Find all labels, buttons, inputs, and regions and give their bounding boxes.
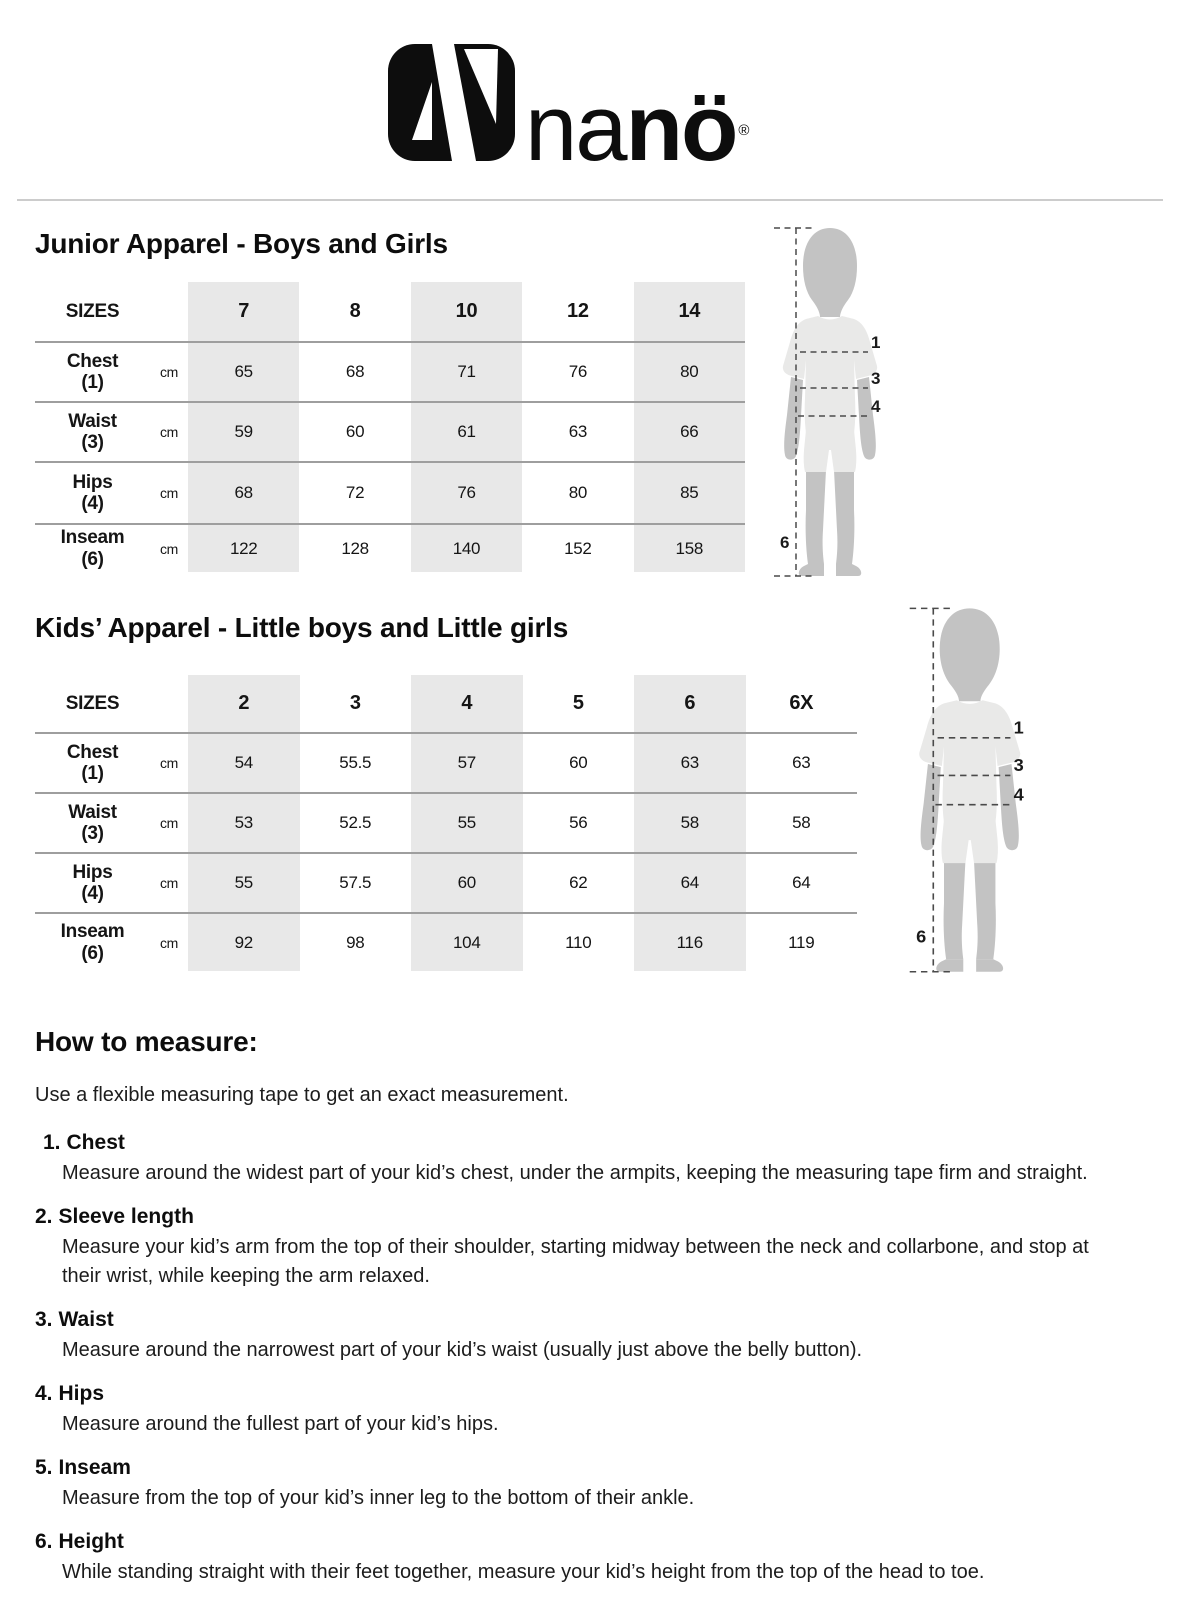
value-cell: 65 bbox=[188, 342, 299, 402]
step-description: While standing straight with their feet together, measure your kid’s height from the top of the head to toe. bbox=[62, 1561, 985, 1583]
size-column-header: 3 bbox=[349, 692, 361, 714]
value-cell: 119 bbox=[746, 913, 858, 971]
row-label: Chest bbox=[66, 350, 119, 372]
value-cell: 56 bbox=[523, 793, 635, 853]
step-title: Hips bbox=[58, 1382, 105, 1405]
unit-cell: cm bbox=[150, 853, 188, 913]
shorts-shape bbox=[942, 819, 998, 863]
value-cell: 92 bbox=[188, 913, 300, 971]
unit-cell: cm bbox=[150, 462, 188, 524]
row-ref: (3) bbox=[81, 823, 104, 844]
chest-line-label: 1 bbox=[871, 333, 881, 352]
height-line-label: 6 bbox=[780, 533, 790, 552]
step-title: Sleeve length bbox=[58, 1205, 194, 1228]
value-cell: 57 bbox=[411, 733, 523, 793]
value-cell: 62 bbox=[523, 853, 635, 913]
row-ref: (4) bbox=[81, 493, 104, 514]
step-description: Measure around the fullest part of your kid’s hips. bbox=[62, 1413, 499, 1435]
how-to-measure-intro: Use a flexible measuring tape to get an exact measurement. bbox=[35, 1084, 569, 1106]
row-label: Hips bbox=[72, 471, 113, 493]
row-label: Hips bbox=[72, 861, 113, 883]
waist-line-label: 3 bbox=[1013, 755, 1024, 776]
table-row bbox=[35, 342, 745, 402]
size-column-header: 7 bbox=[188, 282, 299, 342]
sizes-header: SIZES bbox=[65, 300, 120, 322]
header-divider bbox=[17, 199, 1163, 201]
table-row bbox=[35, 793, 857, 853]
value-cell: 53 bbox=[188, 793, 300, 853]
value-cell: 158 bbox=[634, 524, 745, 572]
value-cell: 72 bbox=[299, 462, 410, 524]
size-column-header: 8 bbox=[349, 300, 361, 322]
size-column-header: 10 bbox=[411, 282, 522, 342]
value-cell: 63 bbox=[634, 733, 746, 793]
row-ref: (4) bbox=[81, 883, 104, 904]
value-cell: 63 bbox=[746, 733, 858, 793]
value-cell: 76 bbox=[522, 342, 633, 402]
left-leg-shape bbox=[806, 470, 826, 564]
value-cell: 61 bbox=[411, 402, 522, 462]
value-cell: 60 bbox=[299, 402, 410, 462]
value-cell: 55.5 bbox=[300, 733, 412, 793]
how-to-measure-title: How to measure: bbox=[35, 1026, 258, 1057]
sizes-header: SIZES bbox=[65, 692, 120, 714]
size-column-header: 5 bbox=[572, 692, 584, 714]
step-description: Measure around the widest part of your kid’s chest, under the armpits, keeping the measuring tape firm and straight. bbox=[62, 1162, 1088, 1184]
step-number: 6. bbox=[35, 1530, 53, 1553]
right-leg-shape bbox=[974, 861, 996, 959]
value-cell: 128 bbox=[299, 524, 410, 572]
logo-text-light: na bbox=[525, 75, 626, 180]
table-header-row bbox=[35, 675, 857, 733]
size-column-header: 6 bbox=[634, 675, 746, 733]
step-number: 2. bbox=[35, 1205, 53, 1228]
value-cell: 68 bbox=[188, 462, 299, 524]
table-header-row bbox=[35, 282, 745, 342]
registered-mark: ® bbox=[738, 122, 750, 139]
step-number: 5. bbox=[35, 1456, 53, 1479]
right-foot-shape bbox=[976, 959, 1003, 972]
value-cell: 58 bbox=[634, 793, 746, 853]
table-row bbox=[35, 853, 857, 913]
right-leg-shape bbox=[834, 470, 854, 564]
table-row bbox=[35, 402, 745, 462]
row-label: Waist bbox=[68, 410, 117, 432]
right-arm-shape bbox=[999, 764, 1019, 850]
value-cell: 54 bbox=[188, 733, 300, 793]
unit-cell: cm bbox=[150, 524, 188, 572]
table-row bbox=[35, 913, 857, 971]
value-cell: 57.5 bbox=[300, 853, 412, 913]
left-leg-shape bbox=[944, 861, 966, 959]
left-arm-shape bbox=[921, 764, 941, 850]
size-column-header: 14 bbox=[634, 282, 745, 342]
value-cell: 98 bbox=[300, 913, 412, 971]
value-cell: 58 bbox=[746, 793, 858, 853]
left-arm-shape bbox=[784, 377, 803, 460]
row-ref: (1) bbox=[81, 372, 104, 393]
step-title: Waist bbox=[58, 1308, 114, 1331]
row-ref: (3) bbox=[81, 432, 104, 453]
left-foot-shape bbox=[799, 564, 824, 576]
unit-cell: cm bbox=[150, 733, 188, 793]
value-cell: 64 bbox=[634, 853, 746, 913]
head-shape bbox=[803, 228, 857, 317]
step-title: Chest bbox=[66, 1131, 125, 1154]
value-cell: 59 bbox=[188, 402, 299, 462]
table-row bbox=[35, 733, 857, 793]
row-ref: (6) bbox=[81, 548, 104, 570]
value-cell: 152 bbox=[522, 524, 633, 572]
measure-step bbox=[35, 1205, 1120, 1291]
table-row bbox=[35, 462, 745, 524]
step-description: Measure your kid’s arm from the top of their shoulder, starting midway between the neck and collarbone, and stop at their wrist, while keeping the arm relaxed. bbox=[62, 1236, 1089, 1287]
size-column-header: 12 bbox=[567, 300, 589, 322]
value-cell: 140 bbox=[411, 524, 522, 572]
hips-line-label: 4 bbox=[1013, 784, 1024, 805]
value-cell: 55 bbox=[411, 793, 523, 853]
value-cell: 68 bbox=[299, 342, 410, 402]
junior-size-table bbox=[35, 282, 745, 572]
kids-size-table bbox=[35, 675, 857, 971]
step-number: 1. bbox=[43, 1131, 61, 1154]
step-title: Height bbox=[58, 1530, 124, 1553]
nano-logo-icon bbox=[388, 44, 515, 161]
child-silhouette-svg bbox=[750, 220, 890, 582]
junior-measure-figure bbox=[750, 220, 890, 582]
child-silhouette-svg bbox=[884, 600, 1034, 978]
head-shape bbox=[940, 608, 1000, 701]
row-ref: (1) bbox=[81, 763, 104, 784]
measure-step bbox=[35, 1530, 1120, 1587]
size-column-header: 2 bbox=[188, 675, 300, 733]
value-cell: 122 bbox=[188, 524, 299, 572]
left-foot-shape bbox=[936, 959, 963, 972]
table-row bbox=[35, 524, 745, 572]
step-number: 3. bbox=[35, 1308, 53, 1331]
row-ref: (6) bbox=[81, 942, 104, 964]
value-cell: 80 bbox=[634, 342, 745, 402]
shorts-shape bbox=[804, 430, 857, 472]
how-to-measure-section bbox=[35, 1026, 1120, 1604]
value-cell: 80 bbox=[522, 462, 633, 524]
measure-step bbox=[35, 1131, 1120, 1188]
value-cell: 63 bbox=[522, 402, 633, 462]
logo-text-bold: nö bbox=[625, 75, 737, 180]
value-cell: 110 bbox=[523, 913, 635, 971]
hips-line-label: 4 bbox=[871, 397, 881, 416]
kids-section-title: Kids’ Apparel - Little boys and Little girls bbox=[35, 612, 569, 643]
value-cell: 60 bbox=[523, 733, 635, 793]
unit-cell: cm bbox=[150, 402, 188, 462]
value-cell: 104 bbox=[411, 913, 523, 971]
value-cell: 116 bbox=[634, 913, 746, 971]
value-cell: 71 bbox=[411, 342, 522, 402]
row-label: Inseam bbox=[60, 527, 125, 549]
value-cell: 55 bbox=[188, 853, 300, 913]
size-column-header: 4 bbox=[411, 675, 523, 733]
measure-steps-list bbox=[35, 1131, 1120, 1587]
height-line-label: 6 bbox=[916, 926, 927, 947]
value-cell: 60 bbox=[411, 853, 523, 913]
unit-cell: cm bbox=[150, 913, 188, 971]
value-cell: 64 bbox=[746, 853, 858, 913]
unit-cell: cm bbox=[150, 342, 188, 402]
logo-wordmark bbox=[525, 75, 737, 180]
right-foot-shape bbox=[836, 564, 861, 576]
measure-step bbox=[35, 1308, 1120, 1365]
value-cell: 85 bbox=[634, 462, 745, 524]
value-cell: 52.5 bbox=[300, 793, 412, 853]
row-label: Waist bbox=[68, 801, 117, 823]
measure-step bbox=[35, 1456, 1120, 1513]
measure-step bbox=[35, 1382, 1120, 1439]
row-label: Inseam bbox=[60, 921, 125, 943]
step-description: Measure from the top of your kid’s inner leg to the bottom of their ankle. bbox=[62, 1487, 695, 1509]
waist-line-label: 3 bbox=[871, 369, 881, 388]
unit-cell: cm bbox=[150, 793, 188, 853]
value-cell: 76 bbox=[411, 462, 522, 524]
right-arm-shape bbox=[857, 377, 876, 460]
junior-section-title: Junior Apparel - Boys and Girls bbox=[35, 228, 448, 259]
chest-line-label: 1 bbox=[1013, 717, 1024, 738]
step-number: 4. bbox=[35, 1382, 53, 1405]
row-label: Chest bbox=[66, 741, 119, 763]
value-cell: 66 bbox=[634, 402, 745, 462]
brand-logo bbox=[388, 44, 750, 180]
kids-measure-figure bbox=[884, 600, 1034, 978]
step-title: Inseam bbox=[58, 1456, 131, 1479]
step-description: Measure around the narrowest part of your kid’s waist (usually just above the belly button). bbox=[62, 1339, 863, 1361]
size-column-header: 6X bbox=[789, 692, 814, 714]
